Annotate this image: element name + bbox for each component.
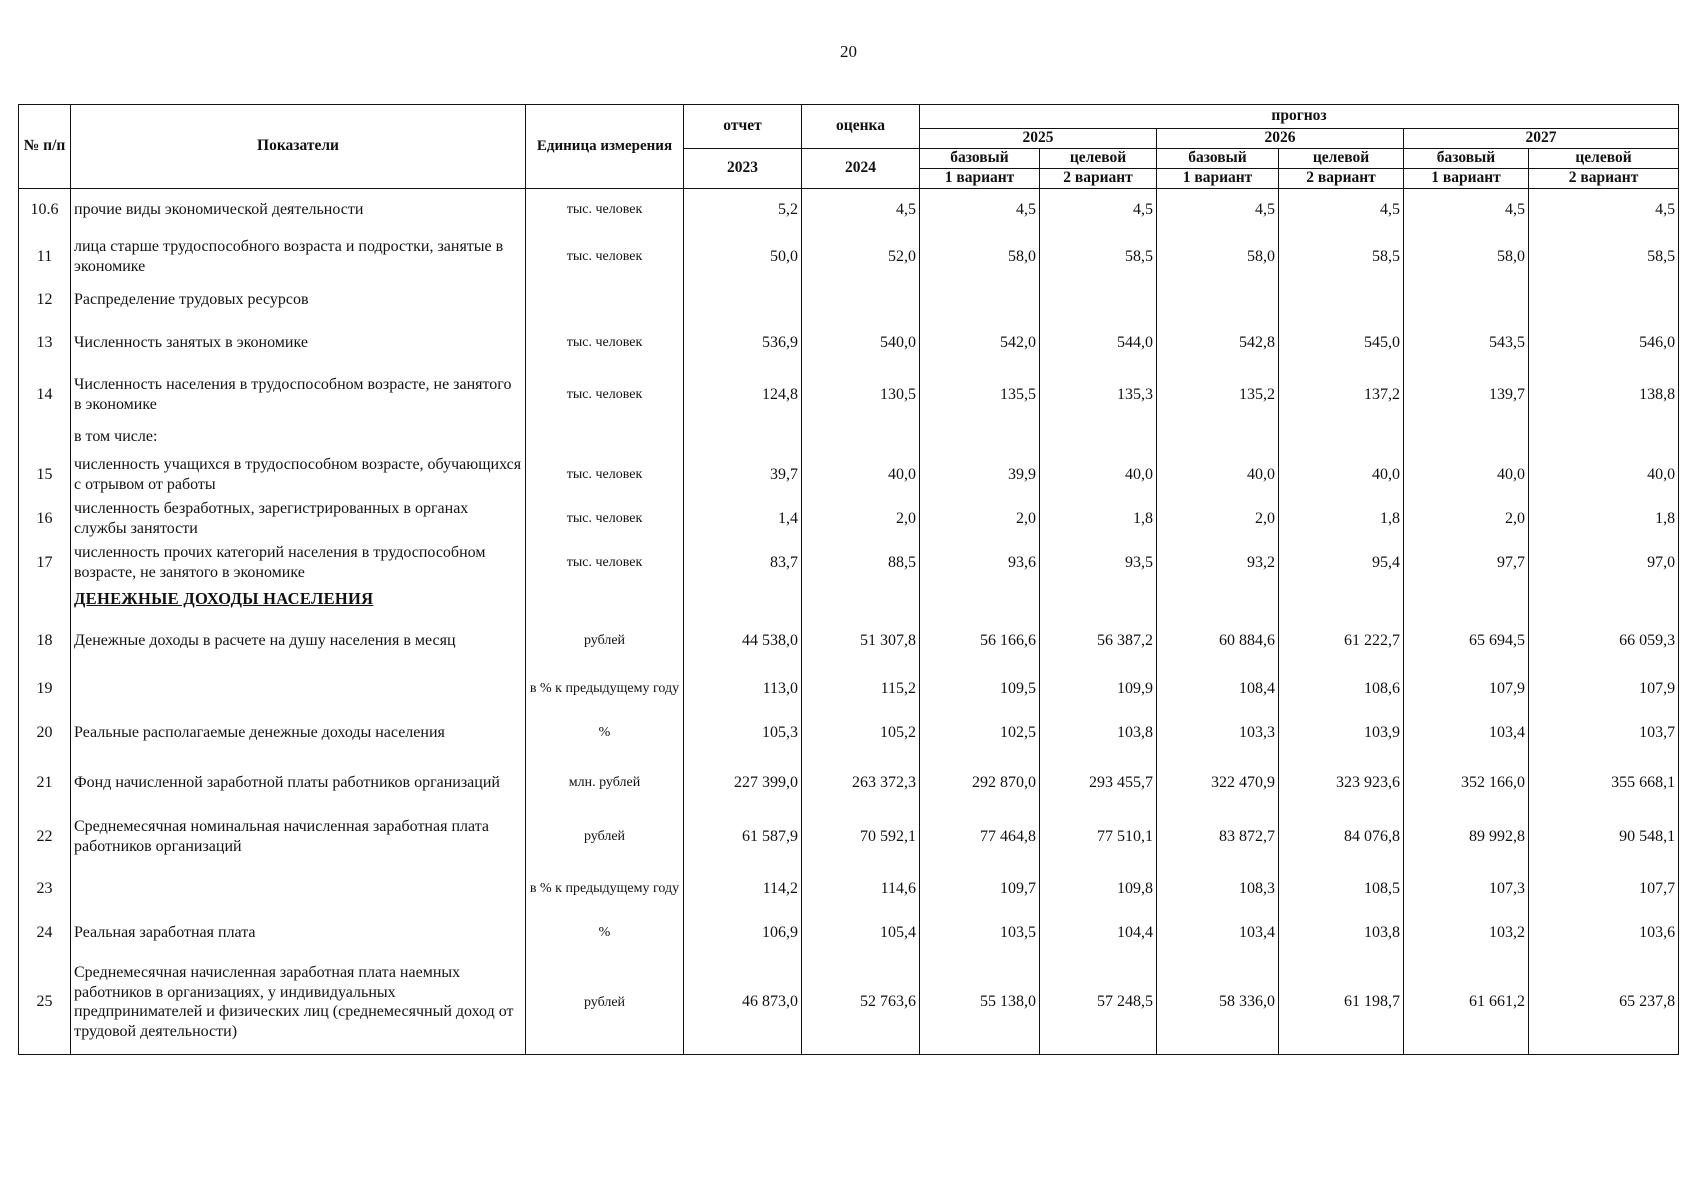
indicator-name: Денежные доходы в расчете на душу населения в месяц [71,615,526,667]
value-2027-target: 90 548,1 [1529,811,1679,863]
indicator-name: лица старше трудоспособного возраста и подростки, занятые в экономике [71,231,526,283]
row-number [19,585,71,615]
header-year-2023: 2023 [684,149,802,189]
indicator-name: Фонд начисленной заработной платы работников организаций [71,755,526,811]
header-variant1-2025: 1 вариант [920,169,1040,189]
value-2026-base [1157,585,1279,615]
value-2024: 52 763,6 [802,951,920,1055]
value-2026-base [1157,283,1279,317]
indicator-name: Распределение трудовых ресурсов [71,283,526,317]
unit-cell: тыс. человек [526,541,684,585]
value-2025-target: 109,9 [1040,667,1157,711]
header-num: № п/п [19,105,71,189]
table-row [19,615,1679,667]
table-row [19,317,1679,369]
value-2027-target: 1,8 [1529,497,1679,541]
value-2025-target: 1,8 [1040,497,1157,541]
table-row [19,541,1679,585]
value-2026-target: 61 222,7 [1279,615,1404,667]
unit-cell: % [526,711,684,755]
indicator-name [71,667,526,711]
header-indicators: Показатели [71,105,526,189]
value-2024: 540,0 [802,317,920,369]
row-number: 11 [19,231,71,283]
table-row [19,421,1679,453]
header-base-2027: базовый [1404,149,1529,169]
indicator-name: численность безработных, зарегистрированных в органах службы занятости [71,497,526,541]
value-2026-base: 93,2 [1157,541,1279,585]
indicator-name: Среднемесячная начисленная заработная плата наемных работников в организациях, у индивидуальных предпринимателей и физических лиц (среднемесячный доход от трудовой деятельности) [71,951,526,1055]
row-number: 12 [19,283,71,317]
value-2026-base: 60 884,6 [1157,615,1279,667]
header-year-2026: 2026 [1157,129,1404,149]
value-2026-base: 108,3 [1157,863,1279,915]
value-2027-target: 40,0 [1529,453,1679,497]
row-number [19,421,71,453]
indicator-name: численность прочих категорий населения в трудоспособном возрасте, не занятого в экономике [71,541,526,585]
indicator-name: Численность населения в трудоспособном возрасте, не занятого в экономике [71,369,526,421]
value-2024: 115,2 [802,667,920,711]
forecast-table [18,104,1679,1055]
value-2027-base: 352 166,0 [1404,755,1529,811]
table-row [19,811,1679,863]
header-variant2-2027: 2 вариант [1529,169,1679,189]
row-number: 23 [19,863,71,915]
row-number: 18 [19,615,71,667]
table-row [19,369,1679,421]
value-2027-base: 4,5 [1404,189,1529,231]
value-2027-base: 89 992,8 [1404,811,1529,863]
value-2024: 88,5 [802,541,920,585]
value-2027-target: 103,6 [1529,915,1679,951]
value-2025-target: 293 455,7 [1040,755,1157,811]
row-number: 20 [19,711,71,755]
value-2023: 114,2 [684,863,802,915]
value-2026-base: 103,4 [1157,915,1279,951]
value-2026-base: 83 872,7 [1157,811,1279,863]
value-2023: 227 399,0 [684,755,802,811]
value-2027-target: 103,7 [1529,711,1679,755]
value-2024: 105,2 [802,711,920,755]
unit-cell [526,421,684,453]
indicator-name [71,863,526,915]
value-2023: 124,8 [684,369,802,421]
row-number: 14 [19,369,71,421]
value-2024: 105,4 [802,915,920,951]
table-row [19,231,1679,283]
table-row [19,497,1679,541]
value-2026-target [1279,283,1404,317]
header-target-2026: целевой [1279,149,1404,169]
value-2025-target [1040,585,1157,615]
value-2026-base: 108,4 [1157,667,1279,711]
value-2026-target: 103,8 [1279,915,1404,951]
value-2026-base: 322 470,9 [1157,755,1279,811]
value-2027-target: 66 059,3 [1529,615,1679,667]
value-2025-base: 58,0 [920,231,1040,283]
value-2026-base: 58 336,0 [1157,951,1279,1055]
value-2027-base: 103,2 [1404,915,1529,951]
row-number: 17 [19,541,71,585]
value-2027-target [1529,421,1679,453]
value-2025-base [920,585,1040,615]
value-2025-target: 56 387,2 [1040,615,1157,667]
value-2024: 70 592,1 [802,811,920,863]
row-number: 21 [19,755,71,811]
header-year-2024: 2024 [802,149,920,189]
indicator-name: прочие виды экономической деятельности [71,189,526,231]
table-row [19,915,1679,951]
value-2026-base: 4,5 [1157,189,1279,231]
value-2025-base: 103,5 [920,915,1040,951]
header-target-2025: целевой [1040,149,1157,169]
value-2027-base: 139,7 [1404,369,1529,421]
value-2025-target: 135,3 [1040,369,1157,421]
value-2027-base: 61 661,2 [1404,951,1529,1055]
unit-cell [526,283,684,317]
value-2025-target: 544,0 [1040,317,1157,369]
value-2026-target: 1,8 [1279,497,1404,541]
value-2027-target: 65 237,8 [1529,951,1679,1055]
indicator-name: Реальная заработная плата [71,915,526,951]
value-2026-base: 103,3 [1157,711,1279,755]
row-number: 22 [19,811,71,863]
row-number: 15 [19,453,71,497]
value-2025-target [1040,283,1157,317]
value-2023: 50,0 [684,231,802,283]
header-target-2027: целевой [1529,149,1679,169]
value-2025-target: 57 248,5 [1040,951,1157,1055]
header-variant2-2025: 2 вариант [1040,169,1157,189]
indicator-name: численность учащихся в трудоспособном возрасте, обучающихся с отрывом от работы [71,453,526,497]
value-2027-target [1529,283,1679,317]
value-2023 [684,585,802,615]
value-2024 [802,421,920,453]
value-2026-target: 95,4 [1279,541,1404,585]
value-2026-target: 61 198,7 [1279,951,1404,1055]
value-2025-target: 40,0 [1040,453,1157,497]
value-2025-base: 109,7 [920,863,1040,915]
indicator-name: Среднемесячная номинальная начисленная заработная плата работников организаций [71,811,526,863]
unit-cell: тыс. человек [526,369,684,421]
unit-cell: рублей [526,811,684,863]
table-body [19,189,1679,1055]
value-2023: 1,4 [684,497,802,541]
table-row [19,667,1679,711]
value-2026-base: 542,8 [1157,317,1279,369]
row-number: 16 [19,497,71,541]
unit-cell: тыс. человек [526,497,684,541]
value-2025-target: 4,5 [1040,189,1157,231]
value-2026-target [1279,585,1404,615]
unit-cell: тыс. человек [526,317,684,369]
table-header [19,105,1679,189]
header-variant1-2026: 1 вариант [1157,169,1279,189]
value-2024: 114,6 [802,863,920,915]
value-2023: 39,7 [684,453,802,497]
value-2025-base: 56 166,6 [920,615,1040,667]
value-2026-target: 545,0 [1279,317,1404,369]
section-title: ДЕНЕЖНЫЕ ДОХОДЫ НАСЕЛЕНИЯ [71,585,526,615]
value-2025-base: 542,0 [920,317,1040,369]
value-2027-target: 107,9 [1529,667,1679,711]
unit-cell: рублей [526,615,684,667]
value-2026-base: 2,0 [1157,497,1279,541]
table-row [19,951,1679,1055]
row-number: 10.6 [19,189,71,231]
header-forecast: прогноз [920,105,1679,129]
unit-cell: % [526,915,684,951]
value-2026-target: 137,2 [1279,369,1404,421]
value-2027-base: 58,0 [1404,231,1529,283]
value-2025-base: 4,5 [920,189,1040,231]
value-2025-target [1040,421,1157,453]
value-2024: 4,5 [802,189,920,231]
value-2025-base: 292 870,0 [920,755,1040,811]
value-2027-base [1404,283,1529,317]
value-2023: 5,2 [684,189,802,231]
value-2024: 40,0 [802,453,920,497]
value-2026-target [1279,421,1404,453]
value-2027-base: 543,5 [1404,317,1529,369]
value-2026-base: 58,0 [1157,231,1279,283]
value-2025-base [920,421,1040,453]
indicator-name: Реальные располагаемые денежные доходы населения [71,711,526,755]
row-number: 13 [19,317,71,369]
value-2027-target: 58,5 [1529,231,1679,283]
value-2023: 105,3 [684,711,802,755]
table-row [19,755,1679,811]
value-2024: 130,5 [802,369,920,421]
value-2027-target: 97,0 [1529,541,1679,585]
row-number: 19 [19,667,71,711]
header-year-2027: 2027 [1404,129,1679,149]
value-2025-base [920,283,1040,317]
value-2024: 51 307,8 [802,615,920,667]
value-2027-base: 2,0 [1404,497,1529,541]
value-2027-base: 107,3 [1404,863,1529,915]
value-2026-target: 103,9 [1279,711,1404,755]
value-2027-target: 138,8 [1529,369,1679,421]
value-2024: 263 372,3 [802,755,920,811]
value-2023: 46 873,0 [684,951,802,1055]
value-2023: 83,7 [684,541,802,585]
value-2025-target: 93,5 [1040,541,1157,585]
value-2027-base: 65 694,5 [1404,615,1529,667]
value-2027-base: 97,7 [1404,541,1529,585]
value-2027-target: 107,7 [1529,863,1679,915]
value-2026-target: 108,6 [1279,667,1404,711]
unit-cell: в % к предыдущему году [526,667,684,711]
value-2026-target: 4,5 [1279,189,1404,231]
value-2025-target: 104,4 [1040,915,1157,951]
indicator-name: Численность занятых в экономике [71,317,526,369]
value-2025-base: 55 138,0 [920,951,1040,1055]
header-base-2025: базовый [920,149,1040,169]
value-2025-base: 2,0 [920,497,1040,541]
value-2027-target: 4,5 [1529,189,1679,231]
value-2023: 61 587,9 [684,811,802,863]
value-2026-target: 84 076,8 [1279,811,1404,863]
value-2023: 106,9 [684,915,802,951]
value-2023 [684,421,802,453]
value-2027-target: 355 668,1 [1529,755,1679,811]
unit-cell: млн. рублей [526,755,684,811]
value-2027-base: 40,0 [1404,453,1529,497]
row-number: 24 [19,915,71,951]
value-2027-base: 107,9 [1404,667,1529,711]
value-2025-target: 109,8 [1040,863,1157,915]
header-variant1-2027: 1 вариант [1404,169,1529,189]
table-row [19,711,1679,755]
unit-cell: тыс. человек [526,189,684,231]
indicator-name: в том числе: [71,421,526,453]
value-2024 [802,585,920,615]
value-2025-target: 103,8 [1040,711,1157,755]
value-2027-base: 103,4 [1404,711,1529,755]
value-2027-base [1404,585,1529,615]
value-2023: 113,0 [684,667,802,711]
value-2024: 2,0 [802,497,920,541]
value-2026-target: 40,0 [1279,453,1404,497]
value-2027-target [1529,585,1679,615]
value-2025-base: 102,5 [920,711,1040,755]
unit-cell: в % к предыдущему году [526,863,684,915]
value-2027-target: 546,0 [1529,317,1679,369]
unit-cell: тыс. человек [526,453,684,497]
value-2027-base [1404,421,1529,453]
header-base-2026: базовый [1157,149,1279,169]
value-2025-base: 109,5 [920,667,1040,711]
value-2026-base [1157,421,1279,453]
value-2025-base: 39,9 [920,453,1040,497]
table-row [19,189,1679,231]
unit-cell [526,585,684,615]
table-row [19,863,1679,915]
page-number: 20 [840,42,857,61]
header-variant2-2026: 2 вариант [1279,169,1404,189]
unit-cell: рублей [526,951,684,1055]
table-row [19,453,1679,497]
value-2025-base: 93,6 [920,541,1040,585]
header-estimate: оценка [802,105,920,149]
header-year-2025: 2025 [920,129,1157,149]
value-2025-base: 77 464,8 [920,811,1040,863]
value-2026-target: 323 923,6 [1279,755,1404,811]
value-2025-base: 135,5 [920,369,1040,421]
value-2025-target: 77 510,1 [1040,811,1157,863]
value-2026-base: 135,2 [1157,369,1279,421]
value-2025-target: 58,5 [1040,231,1157,283]
unit-cell: тыс. человек [526,231,684,283]
table-row [19,585,1679,615]
value-2023: 536,9 [684,317,802,369]
value-2023: 44 538,0 [684,615,802,667]
table-row [19,283,1679,317]
value-2024 [802,283,920,317]
value-2024: 52,0 [802,231,920,283]
row-number: 25 [19,951,71,1055]
value-2026-target: 58,5 [1279,231,1404,283]
value-2023 [684,283,802,317]
header-report: отчет [684,105,802,149]
header-unit: Единица измерения [526,105,684,189]
value-2026-target: 108,5 [1279,863,1404,915]
value-2026-base: 40,0 [1157,453,1279,497]
